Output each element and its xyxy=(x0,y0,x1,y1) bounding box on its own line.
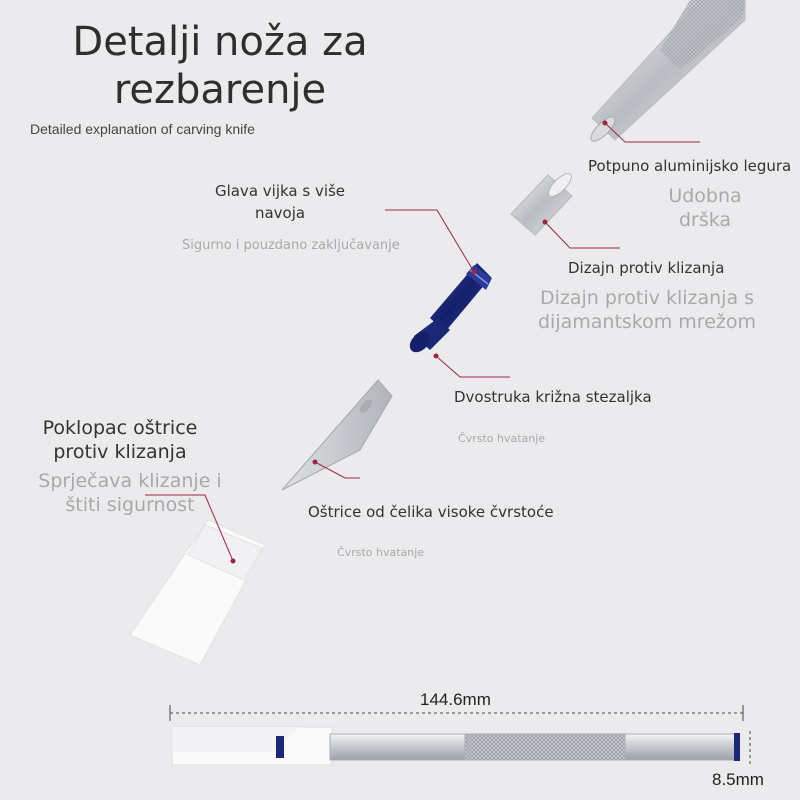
handle-part xyxy=(587,0,745,145)
callout-comfort: Udobna drška xyxy=(668,185,742,231)
callout-alloy: Potpuno aluminijsko legura xyxy=(588,157,792,175)
callout-blade: Oštrice od čelika visoke čvrstoće xyxy=(308,503,554,521)
callout-clamp: Dvostruka križna stezaljka xyxy=(454,388,652,406)
collar-part xyxy=(511,170,575,235)
callout-screw-head: Glava vijka s više navoja xyxy=(214,182,346,222)
callout-anti-slip: Dizajn protiv klizanja xyxy=(568,259,725,277)
callout-diamond: Dizajn protiv klizanja s dijamantskom mrežom xyxy=(538,287,756,333)
page-title: Detalji noža za rezbarenje xyxy=(72,19,368,113)
screw-clamp-part xyxy=(406,263,492,356)
callout-grip-2: Čvrsto hvatanje xyxy=(337,546,425,559)
page-subtitle: Detailed explanation of carving knife xyxy=(30,121,255,137)
dimension-diameter: 8.5mm xyxy=(712,770,764,789)
callout-locking: Sigurno i pouzdano zaključavanje xyxy=(182,238,400,253)
assembled-knife xyxy=(172,727,740,765)
callout-blade-cover: Poklopac oštrice protiv klizanja xyxy=(42,417,198,463)
blade-cover-part xyxy=(130,520,265,665)
callout-grip-1: Čvrsto hvatanje xyxy=(458,432,546,445)
dimension-length: 144.6mm xyxy=(420,690,491,709)
callout-prevent: Sprječava klizanje i štiti sigurnost xyxy=(38,470,222,516)
